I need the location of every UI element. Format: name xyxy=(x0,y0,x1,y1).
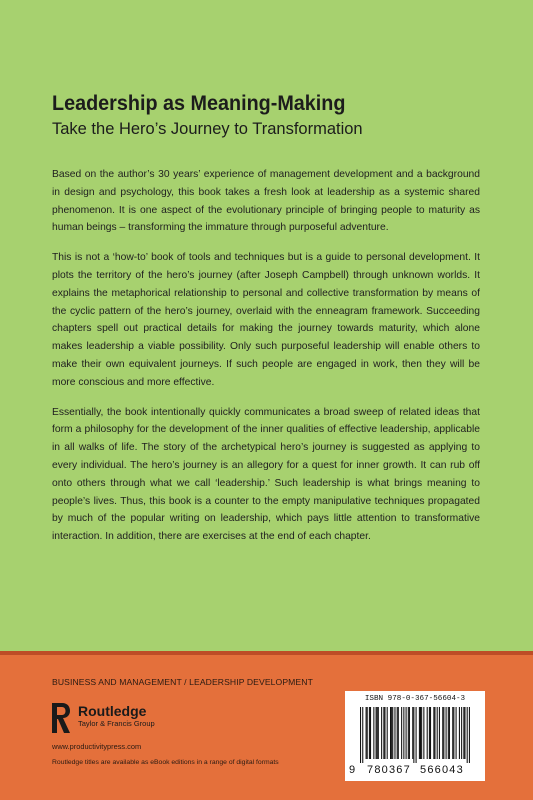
blurb-paragraph-1: Based on the author’s 30 years’ experience of management development and a background in design and psychology, this book takes a fresh look at leadership as a systemic shared phenomenon. It is one aspect of the evolutionary principle of bringing people to maturity as human beings – transforming the immature through purposeful adventure. xyxy=(52,169,480,234)
barcode-bar xyxy=(384,707,385,759)
barcode-bar xyxy=(467,707,468,763)
barcode-bar xyxy=(408,707,409,759)
barcode-digits-right: 566043 xyxy=(420,764,464,776)
barcode-bar xyxy=(401,707,402,759)
barcode-bar xyxy=(453,707,454,759)
barcode-bar xyxy=(461,707,462,759)
barcode-bar xyxy=(381,707,382,759)
barcode xyxy=(360,707,470,763)
publisher-url: www.productivitypress.com xyxy=(52,742,142,751)
barcode-bar xyxy=(397,707,398,759)
barcode-bar xyxy=(464,707,465,759)
barcode-bar xyxy=(429,707,430,759)
publisher-logo xyxy=(50,701,240,741)
book-title: Leadership as Meaning-Making xyxy=(52,91,346,115)
barcode-bar xyxy=(463,707,464,759)
barcode-bar xyxy=(383,707,384,759)
barcode-bar xyxy=(433,707,434,759)
barcode-bar xyxy=(420,707,421,759)
blurb-paragraph-2: This is not a ‘how-to’ book of tools and techniques but is a guide to personal development. It plots the territory of the hero’s journey (after Joseph Campbell) through unknown worlds. It explains the metaphorical relationship to personal and collective transformation by means of the cyclic pattern of the hero’s journey, overlaid with the enneagram framework. Succeeding chapters spell out practical details for making the journey towards maturity, which alone makes leadership a viable possibility. Only such purposeful leadership will enable others to make their own equivalent journeys. If such people are engaged in work, then they will be more conscious and more effective. xyxy=(52,252,480,388)
barcode-bar xyxy=(390,707,391,759)
barcode-bar xyxy=(378,707,379,759)
barcode-bar xyxy=(412,707,413,759)
blurb xyxy=(52,166,480,558)
barcode-bar xyxy=(469,707,470,763)
category-label: BUSINESS AND MANAGEMENT / LEADERSHIP DEVELOPMENT xyxy=(52,677,313,687)
barcode-bar xyxy=(442,707,443,759)
barcode-bar xyxy=(362,707,363,763)
publisher-group: Taylor & Francis Group xyxy=(78,719,155,728)
barcode-bar xyxy=(369,707,370,759)
barcode-digit-first: 9 xyxy=(349,764,357,776)
barcode-bar xyxy=(452,707,453,759)
book-subtitle: Take the Hero’s Journey to Transformation xyxy=(52,120,363,138)
publisher-name: Routledge xyxy=(78,703,147,719)
isbn-label: ISBN 978-0-367-56604-3 xyxy=(364,695,466,703)
barcode-bar xyxy=(434,707,435,759)
footer-band xyxy=(0,651,533,800)
barcode-bar xyxy=(419,707,420,759)
barcode-bar xyxy=(409,707,410,759)
barcode-bar xyxy=(360,707,361,763)
barcode-bar xyxy=(387,707,388,759)
routledge-logo-icon xyxy=(50,701,72,735)
barcode-bar xyxy=(370,707,371,759)
barcode-bar xyxy=(448,707,449,759)
barcode-bar xyxy=(446,707,447,759)
barcode-digits-left: 780367 xyxy=(367,764,411,776)
barcode-bar xyxy=(416,707,417,763)
barcode-bar xyxy=(366,707,367,759)
barcode-bar xyxy=(413,707,414,763)
barcode-box xyxy=(345,691,485,781)
barcode-bar xyxy=(427,707,428,759)
barcode-bar xyxy=(459,707,460,759)
blurb-paragraph-3: Essentially, the book intentionally quickly communicates a broad sweep of related ideas that form a philosophy for the development of the inner qualities of effective leadership, applicable in all walks of life. The story of the archetypical hero’s journey is suggested as applying to every individual. The hero’s journey is an allegory for a quest for inner growth. It can rub off onto others through what we call ‘leadership.’ Such leadership is what brings meaning to people’s lives. Thus, this book is a counter to the empty manipulative techniques propagated by much of the popular writing on leadership, which pays little attention to transformative interaction. In addition, there are exercises at the end of each chapter. xyxy=(52,406,480,543)
barcode-digits xyxy=(345,763,485,779)
barcode-bar xyxy=(394,707,395,759)
title-block xyxy=(52,90,492,139)
barcode-bar xyxy=(421,707,422,759)
barcode-bar xyxy=(392,707,393,759)
barcode-bar xyxy=(406,707,407,759)
barcode-bar xyxy=(449,707,450,759)
barcode-bar xyxy=(423,707,424,759)
barcode-bar xyxy=(398,707,399,759)
barcode-bar xyxy=(437,707,438,759)
barcode-bar xyxy=(430,707,431,759)
barcode-bar xyxy=(403,707,404,759)
barcode-bar xyxy=(443,707,444,759)
ebook-note: Routledge titles are available as eBook editions in a range of digital formats xyxy=(52,759,279,766)
publisher-text xyxy=(78,703,155,729)
barcode-bar xyxy=(439,707,440,759)
barcode-bar xyxy=(391,707,392,759)
barcode-bar xyxy=(373,707,374,759)
barcode-bar xyxy=(456,707,457,759)
barcode-bar xyxy=(367,707,368,759)
barcode-bar xyxy=(376,707,377,759)
barcode-bar xyxy=(377,707,378,759)
